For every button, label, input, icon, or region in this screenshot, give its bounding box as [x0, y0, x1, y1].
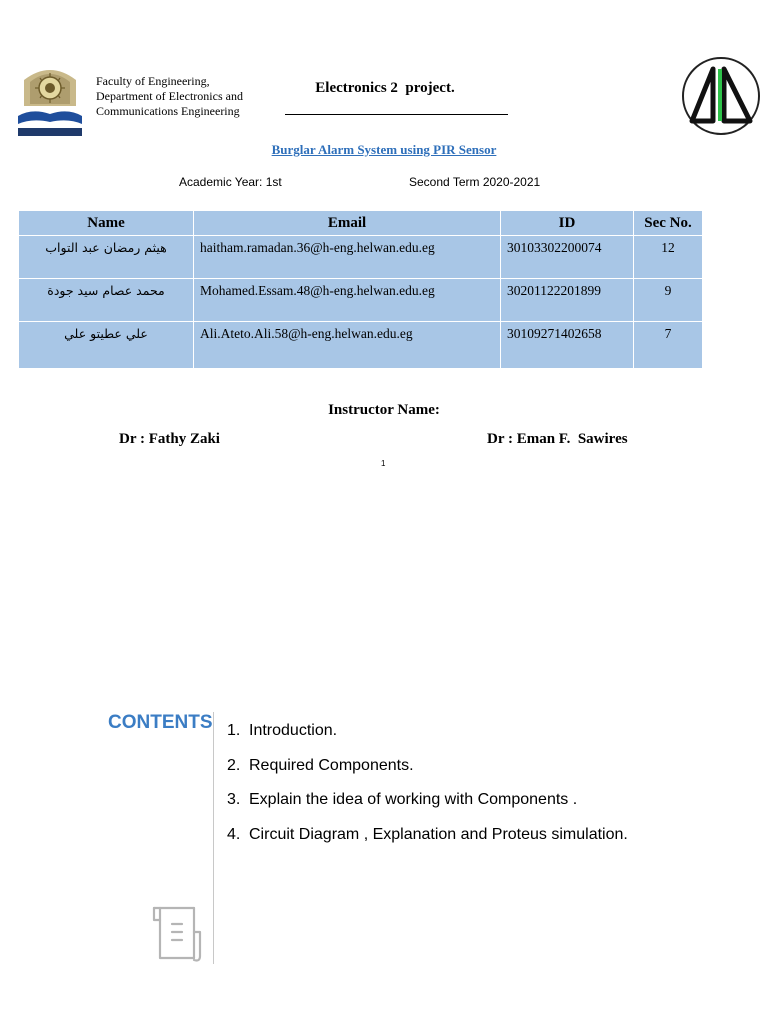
student-email: haitham.ramadan.36@h-eng.helwan.edu.eg — [194, 236, 501, 279]
title-underline — [285, 114, 508, 115]
contents-item-number: 4. — [227, 825, 241, 843]
student-name: محمد عصام سيد جودة — [19, 279, 194, 322]
contents-item-number: 3. — [227, 791, 241, 808]
faculty-line: Faculty of Engineering, — [96, 74, 210, 88]
header-id: ID — [501, 211, 634, 236]
student-name: هيثم رمضان عبد التواب — [19, 236, 194, 279]
header-name: Name — [19, 211, 194, 236]
student-id: 30201122201899 — [501, 279, 634, 322]
faculty-line: Department of Electronics and — [96, 89, 243, 103]
contents-divider — [213, 712, 214, 964]
contents-item-number: 2. — [227, 756, 241, 774]
table-row — [19, 322, 703, 369]
student-id: 30109271402658 — [501, 322, 634, 369]
instructor-name: Dr : Eman F. Sawires — [487, 431, 628, 447]
faculty-line: Communications Engineering — [96, 104, 240, 118]
contents-item[interactable] — [227, 722, 628, 757]
department-logo-icon — [680, 55, 762, 137]
contents-item-label: Explain the idea of working with Components . — [249, 791, 578, 808]
contents-item-label: Introduction. — [249, 722, 338, 739]
project-title: Electronics 2 project. — [315, 80, 455, 96]
student-section: 7 — [634, 322, 703, 369]
academic-term: Second Term 2020-2021 — [409, 175, 541, 189]
student-email: Mohamed.Essam.48@h-eng.helwan.edu.eg — [194, 279, 501, 322]
header-email: Email — [194, 211, 501, 236]
student-name: علي عطيتو علي — [19, 322, 194, 369]
contents-item[interactable] — [227, 791, 628, 826]
instructor-name: Dr : Fathy Zaki — [119, 431, 220, 447]
contents-item-label: Required Components. — [249, 756, 414, 774]
page-number: 1 — [381, 459, 386, 468]
student-section: 12 — [634, 236, 703, 279]
scroll-document-icon — [150, 902, 206, 966]
faculty-info — [96, 74, 276, 119]
instructor-label: Instructor Name: — [328, 402, 440, 418]
contents-heading: CONTENTS — [108, 712, 213, 733]
contents-item[interactable] — [227, 757, 628, 792]
table-row — [19, 279, 703, 322]
students-table — [18, 210, 703, 369]
header-sec-no: Sec No. — [634, 211, 703, 236]
helwan-university-logo-icon — [12, 60, 88, 138]
contents-list — [227, 722, 628, 860]
project-subtitle: Burglar Alarm System using PIR Sensor — [271, 142, 497, 157]
contents-item[interactable] — [227, 826, 628, 861]
student-id: 30103302200074 — [501, 236, 634, 279]
contents-item-number: 1. — [227, 722, 241, 739]
student-section: 9 — [634, 279, 703, 322]
contents-item-label: Circuit Diagram , Explanation and Proteus simulation. — [249, 825, 628, 843]
table-header-row — [19, 211, 703, 236]
table-row — [19, 236, 703, 279]
academic-year: Academic Year: 1st — [179, 175, 282, 189]
student-email: Ali.Ateto.Ali.58@h-eng.helwan.edu.eg — [194, 322, 501, 369]
